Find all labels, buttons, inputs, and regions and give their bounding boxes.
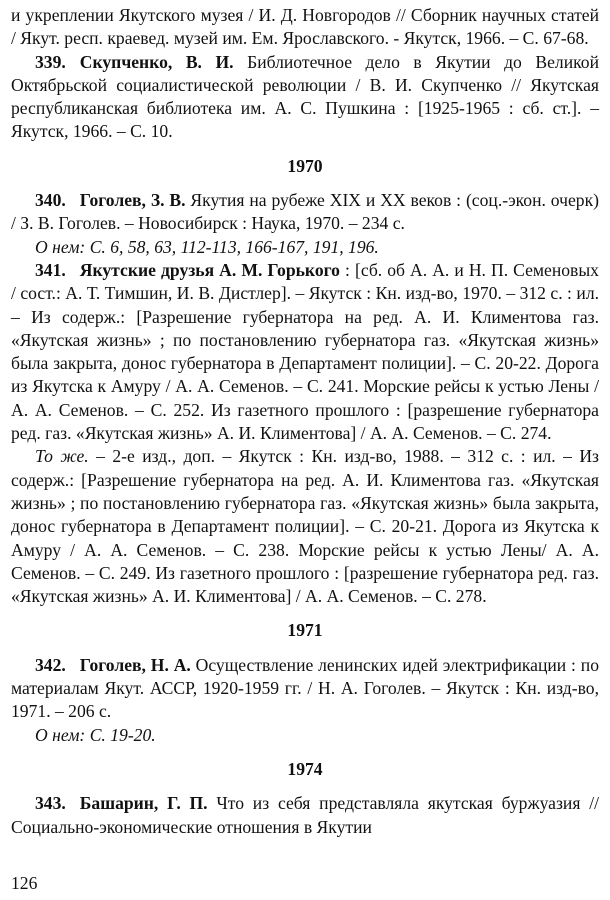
year-heading-1970: 1970 [287,155,323,176]
entry-author: Башарин, Г. П. [79,793,208,814]
entry-author: Якутские друзья А. М. Горького [79,259,340,280]
entry-341 [11,259,599,445]
entry-number: 340. [35,190,66,211]
year-heading-1974: 1974 [287,758,323,779]
entry-number: 342. [35,654,66,675]
year-heading-1971: 1971 [287,620,323,641]
entry-text: Библиотечное дело в Якутии до Великой Октябрьской социалистической революции / В. И. Скупченко // Якутская республиканская библиотека им. А. С. Пушкина : [1925-1965 : сб. ст.]. – Якутск, 1966. – С. 10. [11,51,599,142]
entry-342 [11,654,599,724]
entry-343 [11,792,599,839]
same-label: То же. [35,446,89,467]
page-number: 126 [11,873,38,893]
entry-number: 341. [35,259,66,280]
entry-text: Осуществление ленинских идей электрификации : по материалам Якут. АССР, 1920-1959 гг. / Н. А. Гоголев. – Якутск : Кн. изд-во, 1971. – 206 с. [11,654,599,722]
entry-341-reprint [11,445,599,608]
entry-note: О нем: С. 19-20. [35,724,156,745]
entry-text: – 2-е изд., доп. – Якутск : Кн. изд-во, 1988. – 312 с. : ил. – Из содерж.: [Разрешение губернатора на ред. А. И. Климентова газ. «Якутская жизнь» ; по постановлению губернатора газ. «Якутская жизнь» была закрыта, донос губернатора в Департамент полиции]. – С. 20-21. Дорога из Якутска к Амуру / А. А. Семенов. – С. 238. Морские рейсы к устью Лены/ А. А. Семенов. – С. 249. Из газетного прошлого : [разрешение губернатора ред. газ. «Якутская жизнь» А. И. Климентова] / А. А. Семенов. – С. 278. [11,446,600,607]
entry-text: Якутия на рубеже XIX и XX веков : (соц.-экон. очерк) / З. В. Гоголев. – Новосибирск : Наука, 1970. – 234 с. [11,190,599,234]
entry-number: 343. [35,793,66,814]
entry-continued [11,4,599,51]
entry-text: : [сб. об А. А. и Н. П. Семеновых / сост.: А. Т. Тимшин, И. В. Дистлер]. – Якутск : Кн. изд-во, 1970. – 312 с. : ил. – Из содерж.: [Разрешение губернатора на ред. А. И. Климентова газ. «Якутская жизнь» ; по постановлению губернатора газ. «Якутская жизнь» была закрыта, донос губернатора в Департамент полиции]. – С. 20-22. Дорога из Якутска к Амуру / А. А. Семенов. – С. 241. Морские рейсы к устью Лены / А. А. Семенов. – С. 252. Из газетного прошлого : [разрешение губернатора ред. газ. «Якутская жизнь» А. И. Климентова] / А. А. Семенов. – С. 274. [11,259,599,444]
entry-author: Гоголев, Н. А. [79,654,191,675]
entry-340 [11,189,599,236]
entry-author: Гоголев, З. В. [79,190,186,211]
entry-number: 339. [35,51,66,72]
entry-note: О нем: С. 6, 58, 63, 112-113, 166-167, 191, 196. [35,236,379,257]
entry-text: и укреплении Якутского музея / И. Д. Новгородов // Сборник научных статей / Якут. респ. краевед. музей им. Ем. Ярославского. - Якутск, 1966. – С. 67-68. [11,5,599,49]
entry-text: Что из себя представляла якутская буржуазия // Социально-экономические отношения в Якутии [11,793,599,837]
bibliography-page [11,4,599,839]
entry-author: Скупченко, В. И. [79,51,234,72]
entry-339 [11,51,599,144]
